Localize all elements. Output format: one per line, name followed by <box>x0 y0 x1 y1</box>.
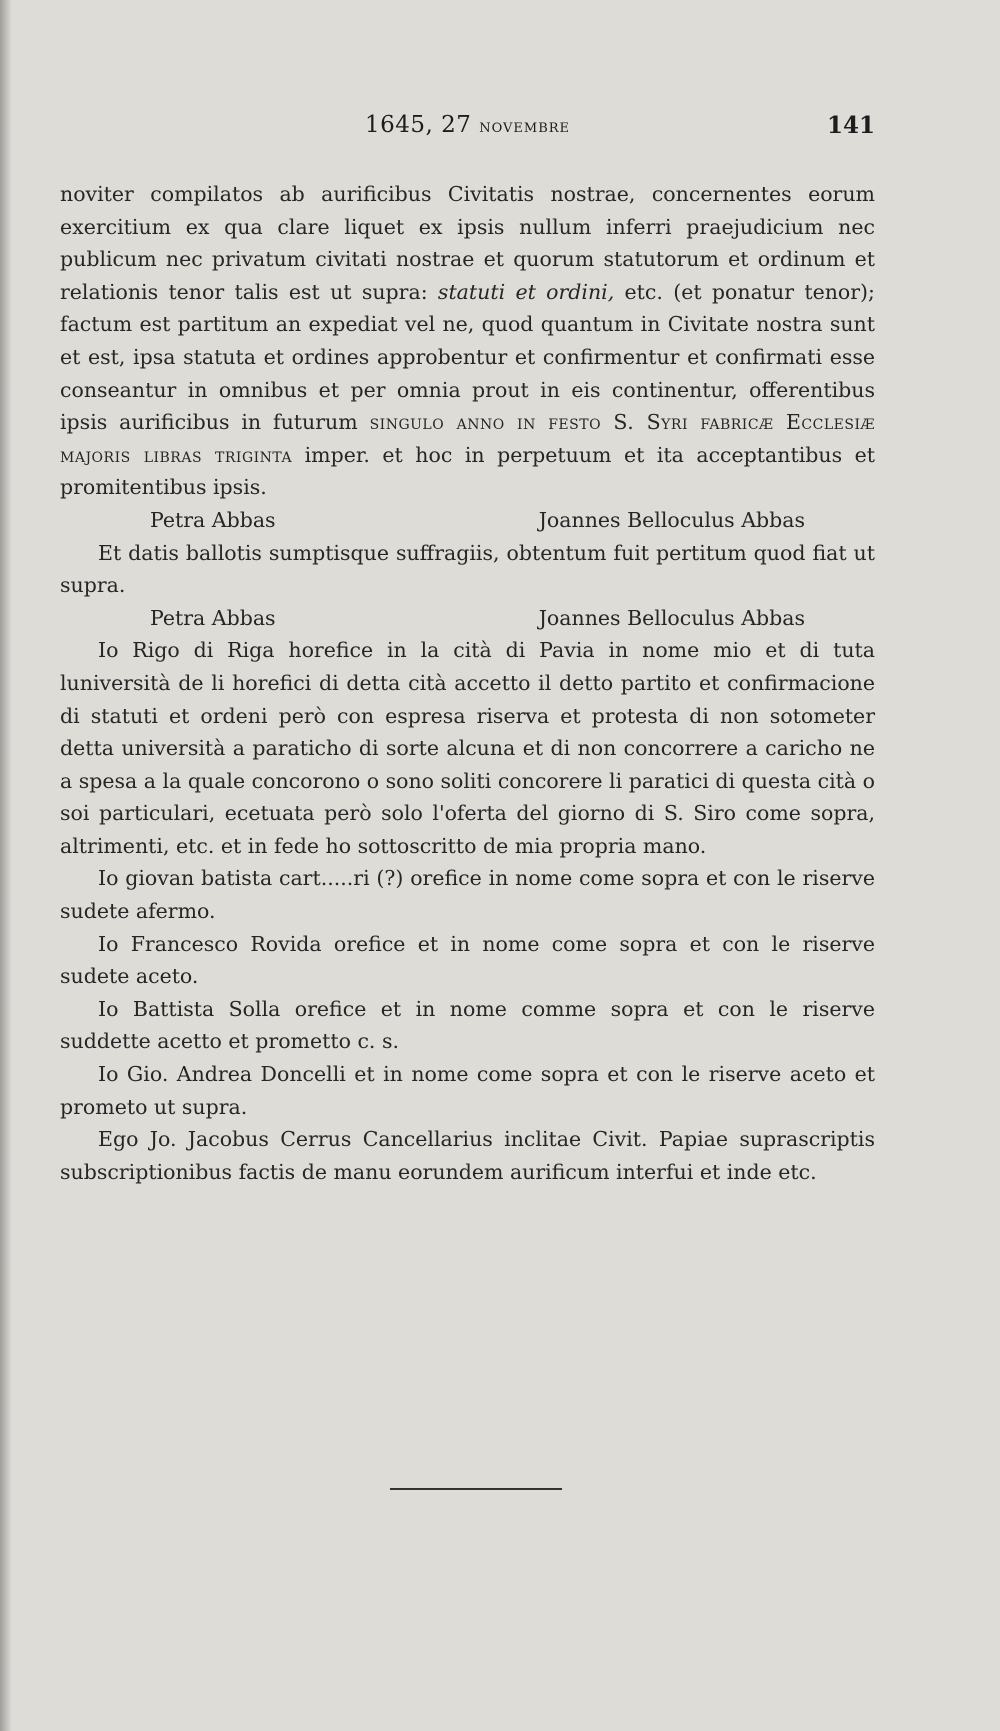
signature-line-1 <box>60 504 875 537</box>
paragraph-rigo: Io Rigo di Riga horefice in la cità di Pavia in nome mio et di tuta luniversità de li horefici di detta cità accetto il detto partito et confirmacione di statuti et ordeni però con espresa riserva et protesta di non sotometer detta università a paraticho di sorte alcuna et di non concorrere a caricho ne a spesa a la quale concorono o sono soliti concorere li paratici di questa cità o soi particulari, ecetuata però solo l'oferta del giorno di S. Siro come sopra, altrimenti, etc. et in fede ho sottoscritto de mia propria mano. <box>60 638 875 858</box>
signature-2-right: Joannes Belloculus Abbas <box>538 605 805 630</box>
paragraph-cerrus: Ego Jo. Jacobus Cerrus Cancellarius inclitae Civit. Papiae suprascriptis subscriptionibus factis de manu eorundem aurificum interfui et inde etc. <box>60 1127 875 1184</box>
paragraph-giovan: Io giovan batista cart.....ri (?) orefice in nome come sopra et con le riserve sudete afermo. <box>60 866 875 924</box>
header-date-prefix: 1645, 27 <box>364 112 472 138</box>
signature-1-left: Petra Abbas <box>150 507 276 532</box>
page-edge-shadow <box>0 0 12 1731</box>
paragraph-statute-part-c: imper. et hoc in perpetuum et ita acceptantibus et promitentibus ipsis. <box>60 442 875 500</box>
paragraph-statute-part-b: etc. (et ponatur tenor); factum est partitum an expediat vel ne, quod quantum in Civitate nostra sunt et est, ipsa statuta et ordines approbentur et confirmentur et confirmati esse conseantur in omnibus et per omnia prout in eis continentur, offerentibus ipsis aurificibus in futurum <box>60 279 875 435</box>
header-date-month: novembre <box>479 116 571 137</box>
closing-rule <box>390 1488 562 1490</box>
paragraph-statute-part-a: noviter compilatos ab aurificibus Civitatis nostrae, concernentes eorum exercitium ex qua clare liquet ex ipsis nullum inferri praejudicium nec publicum nec privatum civitati nostrae et quorum statutorum et ordinum et relationis tenor talis est ut supra: <box>60 182 875 304</box>
paragraph-statute <box>60 178 875 504</box>
paragraph-ballot: Et datis ballotis sumptisque suffragiis, obtentum fuit pertitum quod fiat ut supra. <box>60 540 875 598</box>
signature-line-2 <box>60 602 875 635</box>
paragraph-rovida: Io Francesco Rovida orefice et in nome come sopra et con le riserve sudete aceto. <box>60 931 875 989</box>
paragraph-statute-small-caps: singulo anno in festo S. Syri fabricæ Ecclesiæ majoris libras triginta <box>60 410 875 467</box>
body-text <box>60 178 875 1188</box>
paragraph-doncelli: Io Gio. Andrea Doncelli et in nome come sopra et con le riserve aceto et prometo ut supra. <box>60 1062 875 1119</box>
page-number: 141 <box>826 112 875 139</box>
running-header <box>60 112 875 146</box>
signature-1-right: Joannes Belloculus Abbas <box>538 507 805 532</box>
paragraph-statute-italic: statuti et ordini, <box>437 279 615 304</box>
signature-2-left: Petra Abbas <box>150 605 276 630</box>
header-date <box>60 112 875 138</box>
paragraph-solla: Io Battista Solla orefice et in nome comme sopra et con le riserve suddette acetto et prometto c. s. <box>60 996 875 1054</box>
